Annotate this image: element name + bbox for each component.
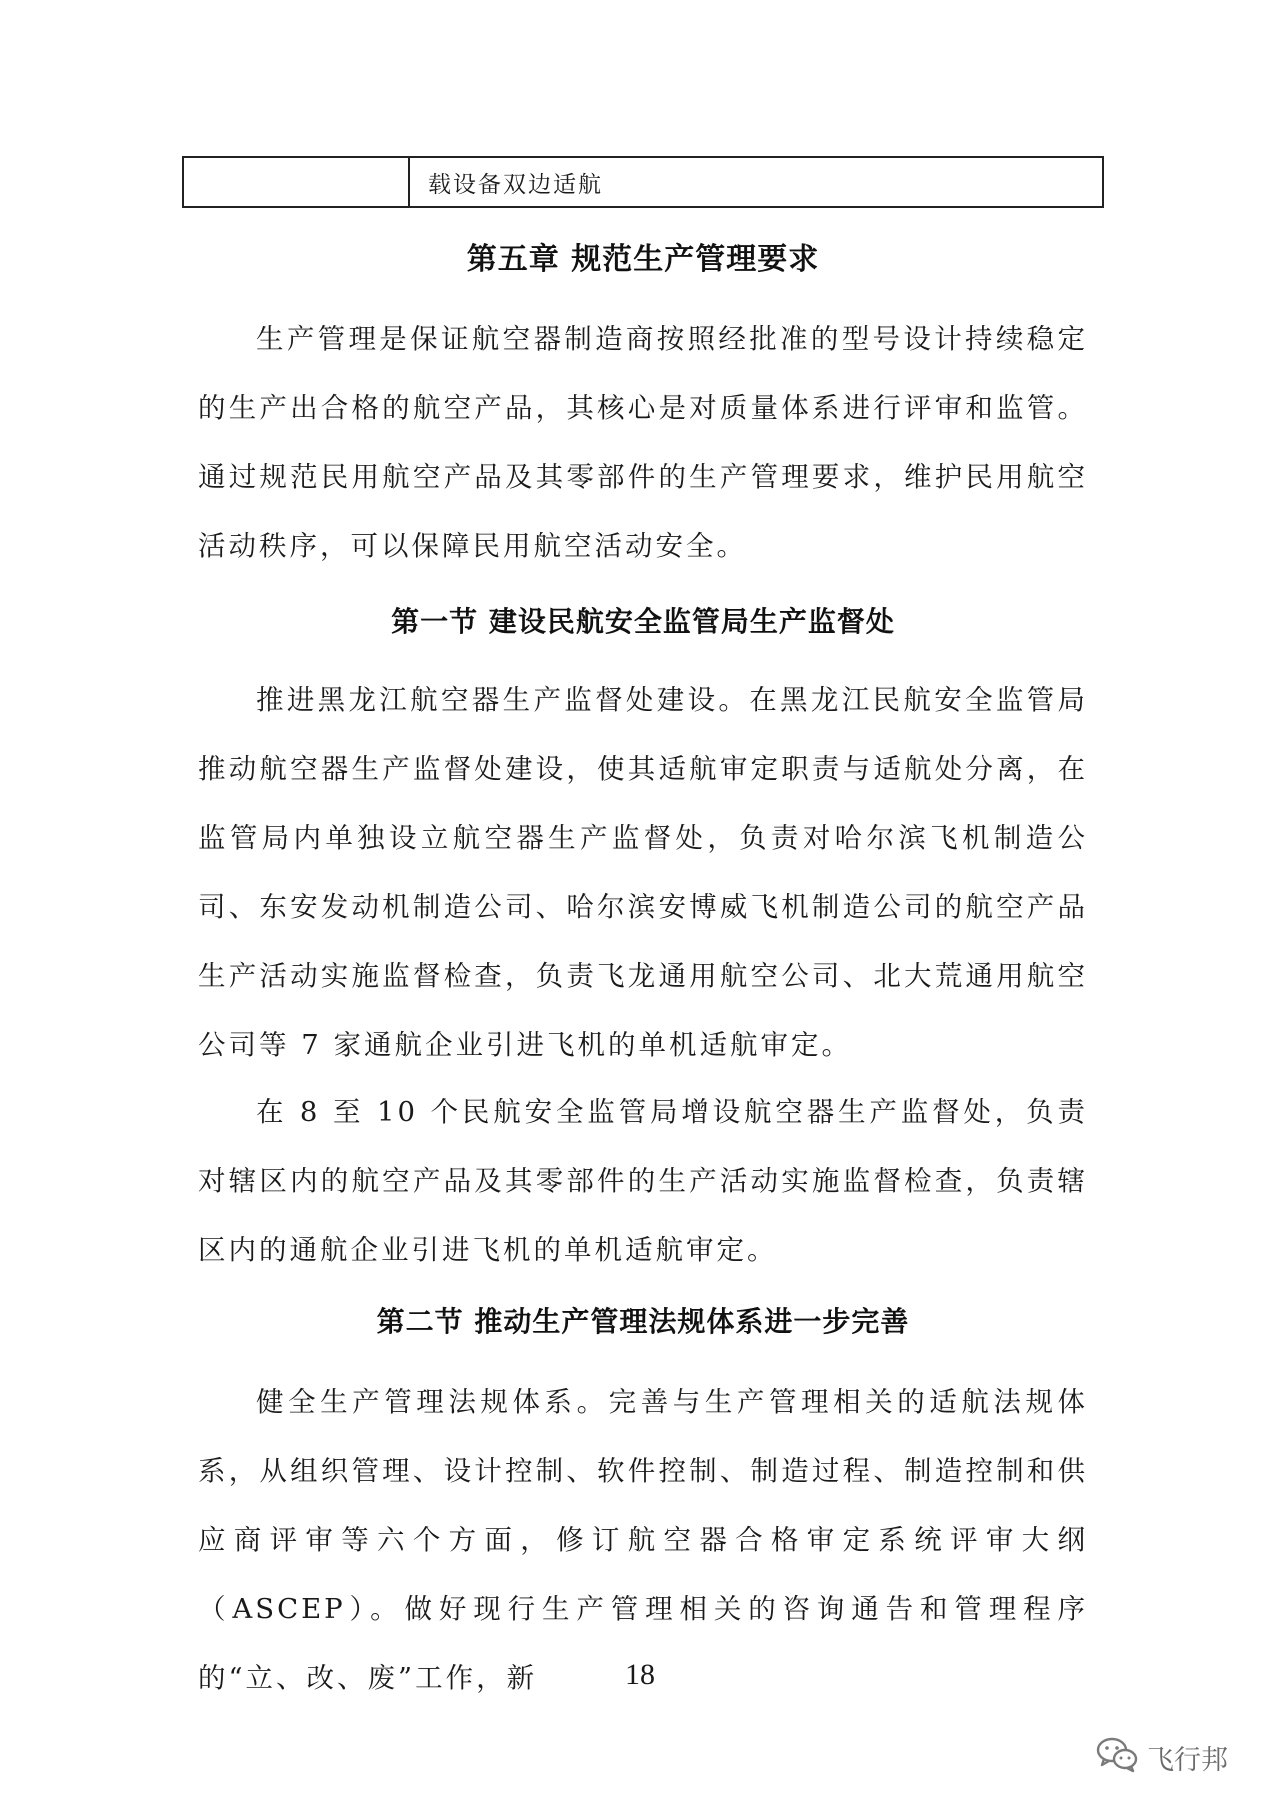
table-cell-left <box>184 158 410 206</box>
page-number: 18 <box>625 1658 655 1691</box>
watermark <box>1095 1735 1228 1780</box>
table-cell-right: 载设备双边适航 <box>428 171 603 198</box>
section-1-title: 第一节 建设民航安全监管局生产监督处 <box>391 605 895 638</box>
section-2-title: 第二节 推动生产管理法规体系进一步完善 <box>376 1305 910 1338</box>
table-fragment <box>182 156 1104 208</box>
chapter-title: 第五章 规范生产管理要求 <box>466 242 820 277</box>
wechat-icon <box>1095 1735 1139 1780</box>
watermark-text: 飞行邦 <box>1147 1745 1228 1776</box>
chapter-intro-paragraph: 生产管理是保证航空器制造商按照经批准的型号设计持续稳定的生产出合格的航空产品，其核心是对质量体系进行评审和监管。通过规范民用航空产品及其零部件的生产管理要求，维护民用航空活动秩序，可以保障民用航空活动安全。 <box>198 323 1088 562</box>
section-2-paragraph-1: 健全生产管理法规体系。完善与生产管理相关的适航法规体系，从组织管理、设计控制、软件控制、制造过程、制造控制和供应商评审等六个方面，修订航空器合格审定系统评审大纲（ASCEP）。做好现行生产管理相关的咨询通告和管理程序的“立、改、废”工作，新 <box>198 1386 1088 1694</box>
section-1-paragraph-2: 在 8 至 10 个民航安全监管局增设航空器生产监督处，负责对辖区内的航空产品及其零部件的生产活动实施监督检查，负责辖区内的通航企业引进飞机的单机适航审定。 <box>198 1096 1088 1266</box>
section-1-paragraph-1: 推进黑龙江航空器生产监督处建设。在黑龙江民航安全监管局推动航空器生产监督处建设，使其适航审定职责与适航处分离，在监管局内单独设立航空器生产监督处，负责对哈尔滨飞机制造公司、东安发动机制造公司、哈尔滨安博威飞机制造公司的航空产品生产活动实施监督检查，负责飞龙通用航空公司、北大荒通用航空公司等 7 家通航企业引进飞机的单机适航审定。 <box>198 684 1088 1061</box>
